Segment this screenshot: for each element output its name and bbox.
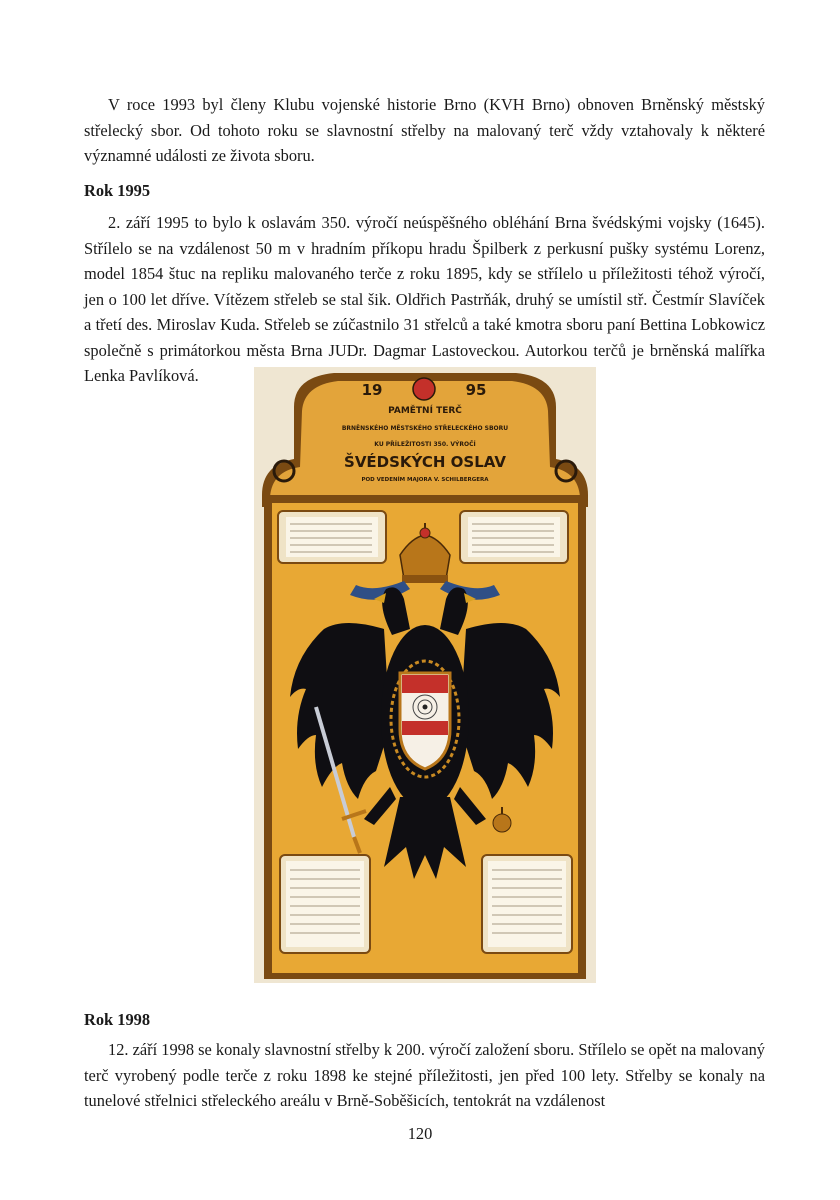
target-line-2: BRNĚNSKÉHO MĚSTSKÉHO STŘELECKÉHO SBORU (341, 425, 509, 432)
year-left: 19 (361, 381, 383, 399)
target-line-3: KU PŘÍLEŽITOSTI 350. VÝROČÍ (374, 441, 476, 448)
photo-memorial-target-1995 (254, 367, 596, 983)
score-card-top-left (278, 511, 386, 563)
shield-icon (400, 673, 450, 769)
score-card-top-right (460, 511, 568, 563)
target-line-4: ŠVÉDSKÝCH OSLAV (344, 453, 506, 471)
paragraph-1995: 2. září 1995 to bylo k oslavám 350. výročí neúspěšného obléhání Brna švédskými vojsky (1645). Střílelo se na vzdálenost 50 m v hradním příkopu hradu Špilberk z perkusní pušky systému Lorenz, model 1854 štuc na repliku malovaného terče z roku 1895, kdy se střílelo u příležitosti téhož výročí, jen o 100 let dříve. Vítězem střeleb se stal šik. Oldřich Pastrňák, druhý se umístil stř. Čestmír Slavíček a třetí des. Miroslav Kuda. Střeleb se zúčastnilo 31 střelců a také kmotra sboru paní Bettina Lobkowicz společně s primátorkou města Brna JUDr. Dagmar Lastoveckou. Autorkou terčů je brněnská malířka Lenka Pavlíková. (84, 213, 765, 385)
target-line-5: POD VEDENÍM MAJORA V. SCHILBERGERA (361, 477, 489, 483)
target-title: PAMĚTNÍ TERČ (388, 406, 462, 416)
heading-1995: Rok 1995 (84, 181, 151, 200)
target-illustration (254, 367, 596, 983)
score-card-bottom-left (280, 855, 370, 953)
year-right: 95 (465, 381, 487, 399)
page-number: 120 (407, 1124, 433, 1143)
paragraph-1998: 12. září 1998 se konaly slavnostní střelby k 200. výročí založení sboru. Střílelo se opět na malovaný terč vyrobený podle terče z roku 1898 ke stejné příležitosti, jen před 100 lety. Střelby se konaly na tunelové střelnici střeleckého areálu v Brně-Soběšicích, tentokrát na vzdálenost (84, 1040, 765, 1110)
paragraph-intro: V roce 1993 byl členy Klubu vojenské historie Brno (KVH Brno) obnoven Brněnský městský střelecký sbor. Od tohoto roku se slavnostní střelby na malovaný terč vždy vztahovaly k některé významné události ze života sboru. (84, 95, 765, 165)
score-card-bottom-right (482, 855, 572, 953)
heading-1998: Rok 1998 (84, 1010, 151, 1029)
